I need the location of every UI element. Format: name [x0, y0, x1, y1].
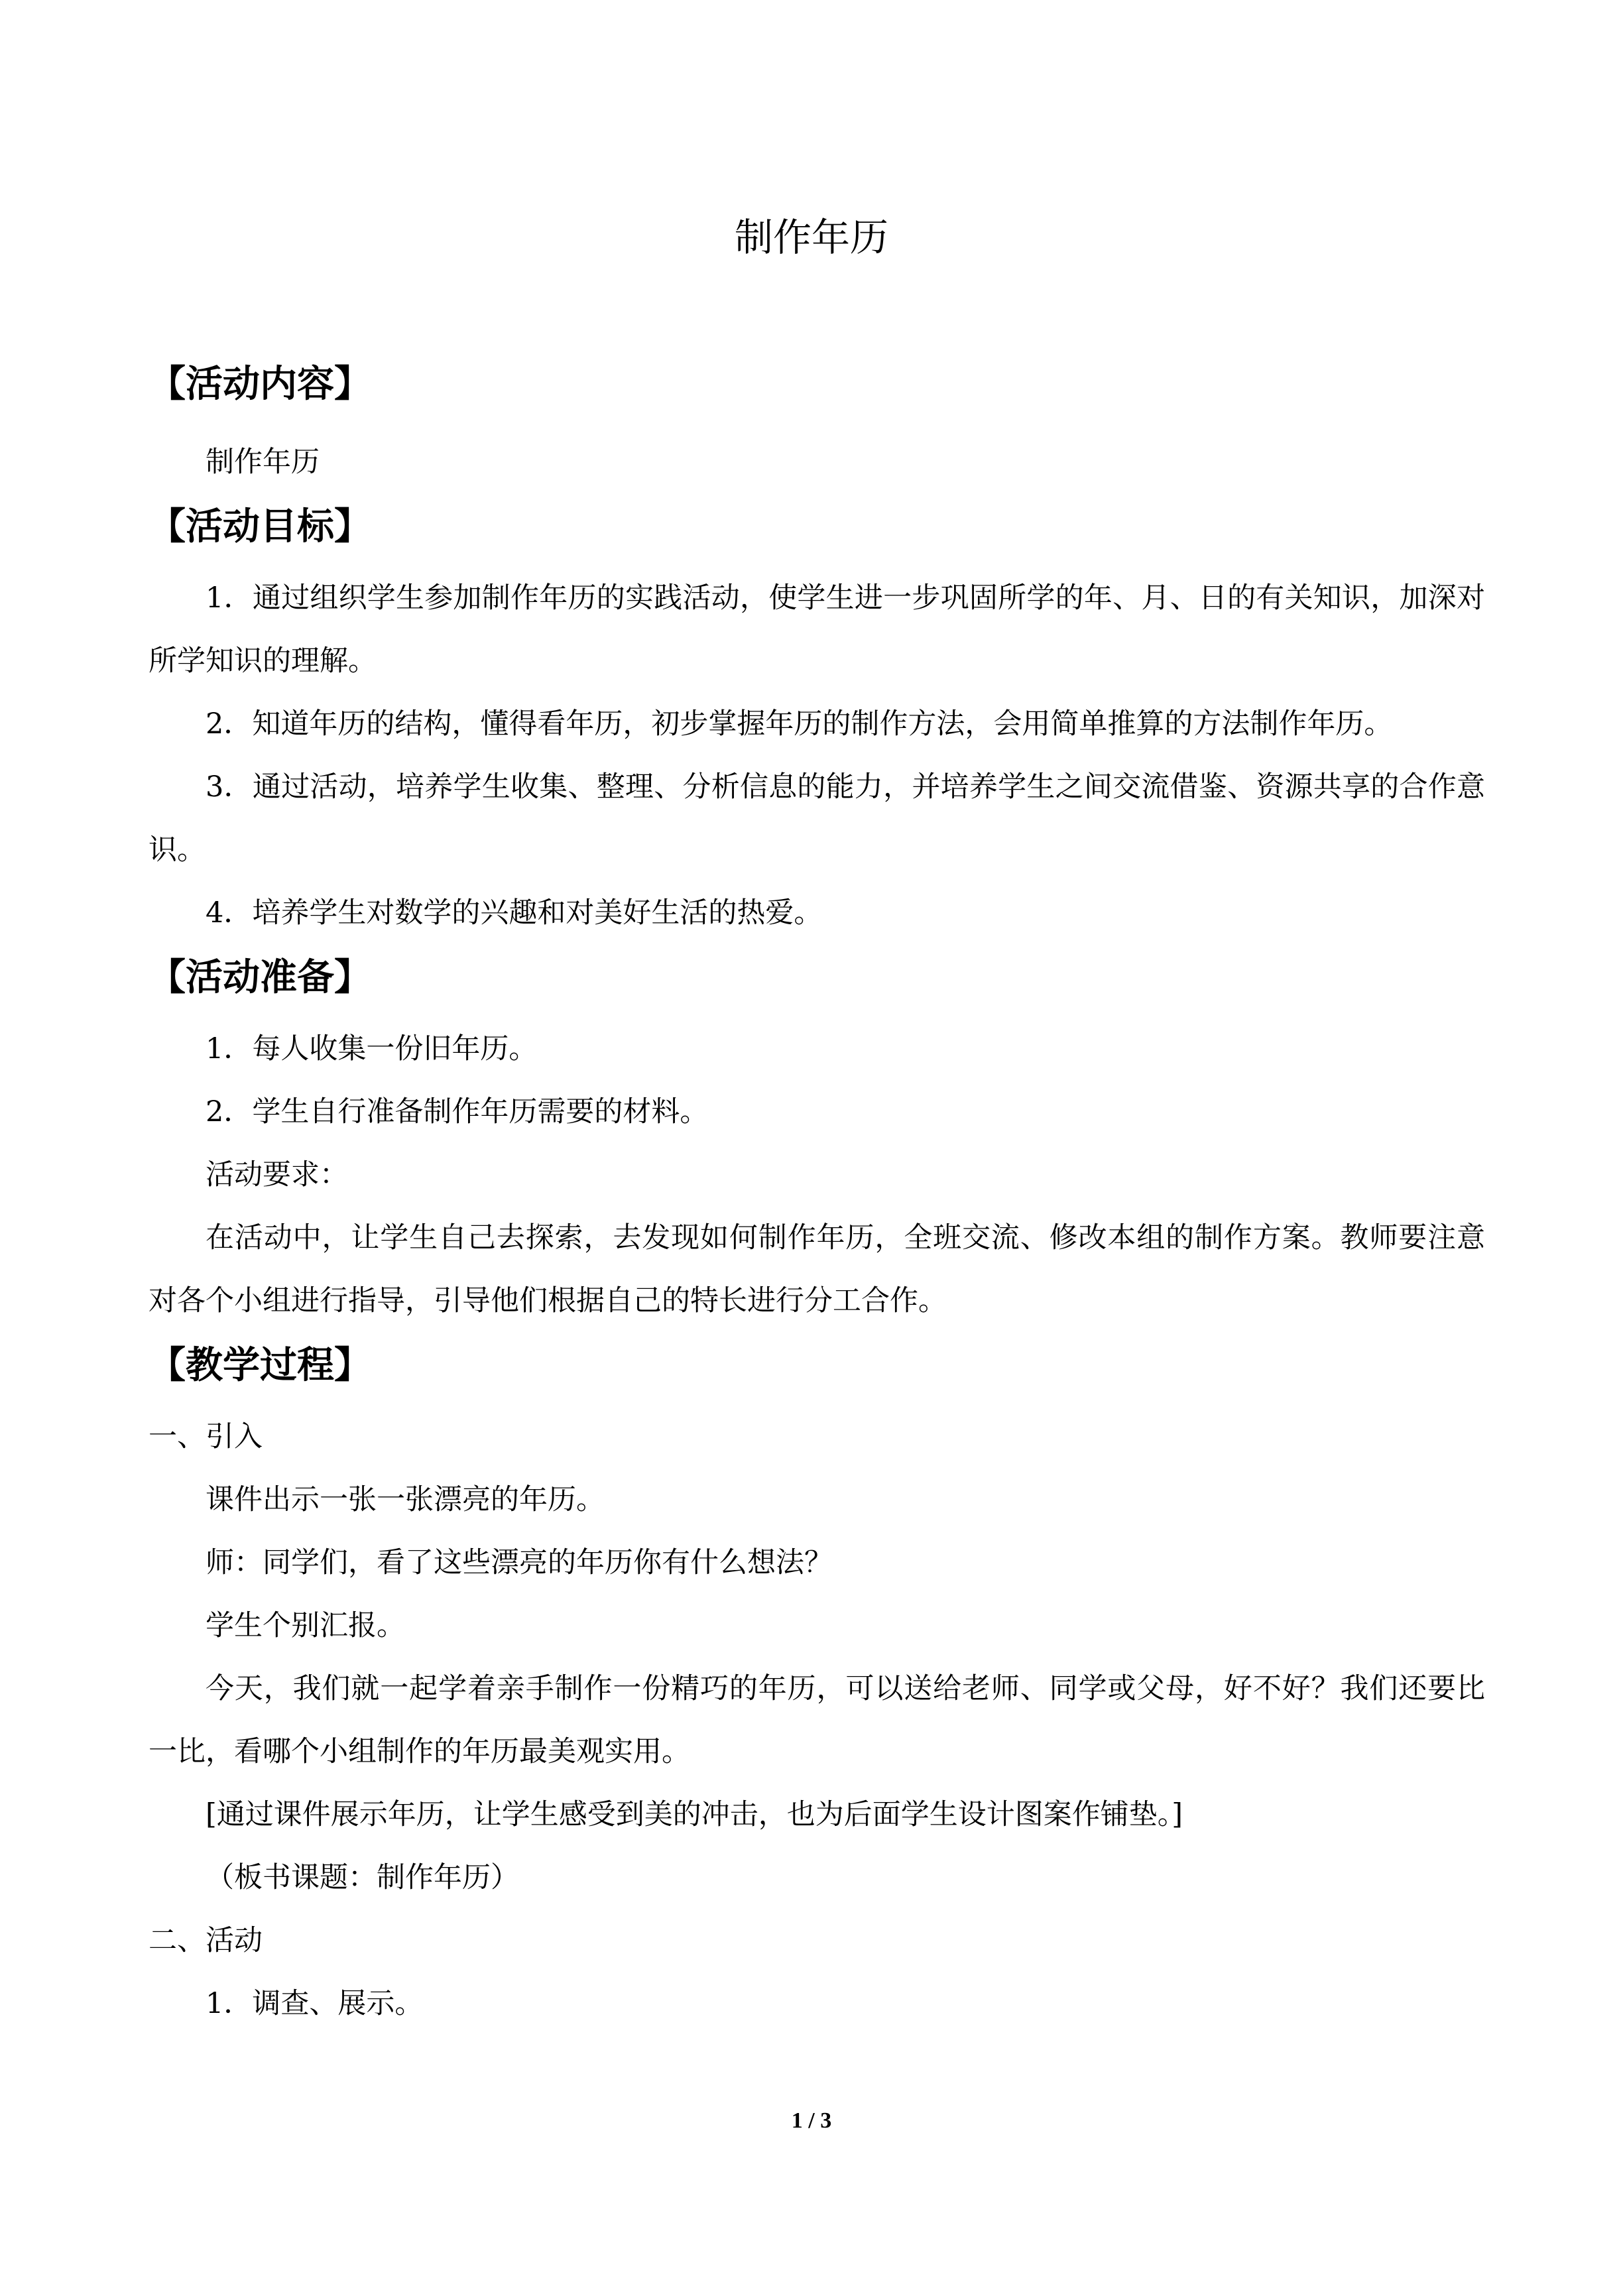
process-item: 学生个别汇报。: [206, 1609, 405, 1642]
section-heading-process: 【教学过程】: [149, 1344, 371, 1387]
process-item: 课件出示一张一张漂亮的年历。: [206, 1483, 605, 1516]
section-heading-content: 【活动内容】: [149, 363, 371, 406]
goal-item: 1．通过组织学生参加制作年历的实践活动，使学生进一步巩固所学的年、月、日的有关知识，加深对所学知识的理解。: [149, 581, 1485, 678]
section-heading-goals: 【活动目标】: [149, 505, 371, 548]
process-note: [通过课件展示年历，让学生感受到美的冲击，也为后面学生设计图案作铺垫。]: [206, 1798, 1183, 1831]
section-heading-prep: 【活动准备】: [149, 956, 371, 999]
document-body: [149, 358, 1485, 2035]
goal-item: 3．通过活动，培养学生收集、整理、分析信息的能力，并培养学生之间交流借鉴、资源共享的合作意识。: [149, 770, 1485, 867]
page-number: 1 / 3: [791, 2108, 832, 2133]
process-item: 1．调查、展示。: [206, 1987, 424, 2020]
content-line: 制作年历: [206, 446, 320, 479]
prep-item: 2．学生自行准备制作年历需要的材料。: [206, 1095, 709, 1128]
process-board-note: （板书课题：制作年历）: [206, 1861, 519, 1894]
goal-item: 2．知道年历的结构，懂得看年历，初步掌握年历的制作方法，会用简单推算的方法制作年历。: [206, 707, 1393, 741]
prep-requirements-text: 在活动中，让学生自己去探索，去发现如何制作年历，全班交流、修改本组的制作方案。教师要注意对各个小组进行指导，引导他们根据自己的特长进行分工合作。: [149, 1221, 1485, 1317]
process-item: 师：同学们，看了这些漂亮的年历你有什么想法？: [206, 1546, 833, 1579]
process-item: 今天，我们就一起学着亲手制作一份精巧的年历，可以送给老师、同学或父母，好不好？我们还要比一比，看哪个小组制作的年历最美观实用。: [149, 1672, 1485, 1768]
process-part-title: 一、引入: [149, 1420, 263, 1453]
goal-item: 4．培养学生对数学的兴趣和对美好生活的热爱。: [206, 896, 823, 930]
process-part-title: 二、活动: [149, 1924, 263, 1957]
prep-item: 1．每人收集一份旧年历。: [206, 1032, 538, 1065]
document-title: 制作年历: [734, 215, 888, 260]
prep-requirements-label: 活动要求：: [206, 1158, 348, 1191]
